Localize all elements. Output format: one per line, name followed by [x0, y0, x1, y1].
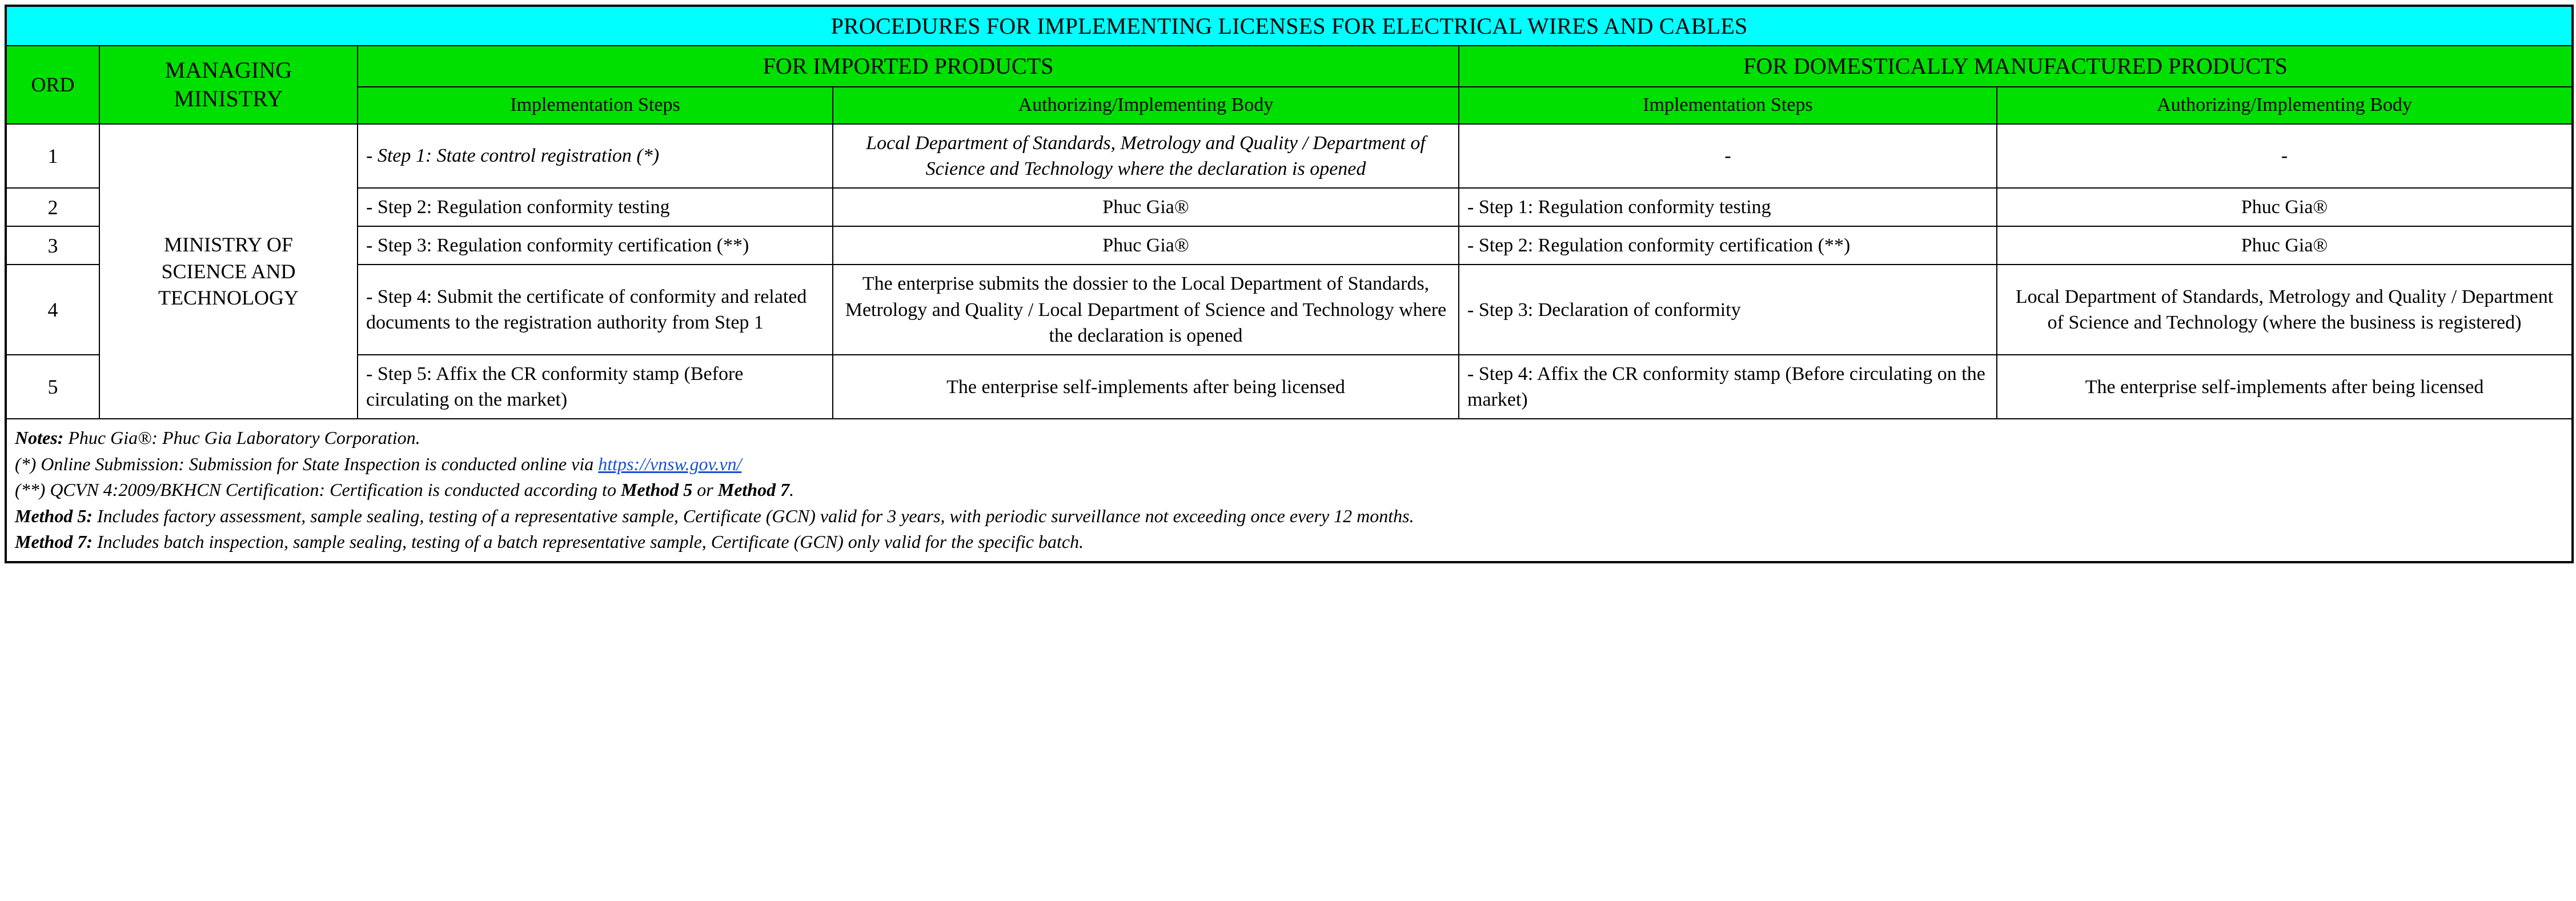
- ministry-line-3: TECHNOLOGY: [158, 286, 299, 310]
- notes-line-3: [15, 477, 2563, 503]
- imported-step-cell: - Step 4: Submit the certificate of conformity and related documents to the registration authority from Step 1: [358, 265, 833, 355]
- imported-step-cell: - Step 3: Regulation conformity certification (**): [358, 226, 833, 265]
- imported-step-cell: - Step 5: Affix the CR conformity stamp (Before circulating on the market): [358, 355, 833, 419]
- header-sub-row: [6, 87, 2573, 124]
- vnsw-portal-link[interactable]: https://vnsw.gov.vn/: [598, 453, 742, 474]
- method-7-label: Method 7:: [15, 531, 93, 552]
- notes-line-3-mid: or: [692, 479, 718, 500]
- column-header-ord: ORD: [6, 46, 99, 124]
- imported-body-cell: The enterprise submits the dossier to the Local Department of Standards, Metrology and Quality / Local Department of Science and Technology where the declaration is opened: [833, 265, 1459, 355]
- imported-body-cell: Phuc Gia®: [833, 188, 1459, 226]
- domestic-body-cell: Phuc Gia®: [1997, 188, 2573, 226]
- domestic-body-cell: Phuc Gia®: [1997, 226, 2573, 265]
- managing-ministry-line-1: MANAGING: [164, 57, 292, 83]
- table-row: [6, 226, 2573, 265]
- column-group-domestic-products: FOR DOMESTICALLY MANUFACTURED PRODUCTS: [1459, 46, 2573, 87]
- managing-ministry-cell: [99, 124, 358, 419]
- column-header-managing-ministry: [99, 46, 358, 124]
- notes-line-1: [15, 425, 2563, 451]
- domestic-body-cell: The enterprise self-implements after being licensed: [1997, 355, 2573, 419]
- notes-label: Notes:: [15, 427, 64, 449]
- domestic-step-cell: - Step 3: Declaration of conformity: [1459, 265, 1997, 355]
- domestic-body-cell: -: [1997, 124, 2573, 188]
- notes-line-4: [15, 503, 2563, 529]
- procedures-table: [5, 5, 2574, 563]
- row-ordinal: 2: [6, 188, 99, 226]
- row-ordinal: 1: [6, 124, 99, 188]
- notes-line-5: [15, 529, 2563, 555]
- header-group-row: [6, 46, 2573, 87]
- table-row: [6, 355, 2573, 419]
- title-row: [6, 6, 2573, 46]
- column-header-imported-body: Authorizing/Implementing Body: [833, 87, 1459, 124]
- imported-step-cell: - Step 1: State control registration (*): [358, 124, 833, 188]
- notes-block: [6, 419, 2573, 562]
- ministry-line-1: MINISTRY OF: [164, 233, 293, 256]
- imported-body-cell: The enterprise self-implements after being licensed: [833, 355, 1459, 419]
- domestic-step-cell: - Step 2: Regulation conformity certification (**): [1459, 226, 1997, 265]
- imported-step-cell: - Step 2: Regulation conformity testing: [358, 188, 833, 226]
- table-row: [6, 265, 2573, 355]
- row-ordinal: 3: [6, 226, 99, 265]
- notes-line-2: [15, 451, 2563, 477]
- imported-body-cell: Phuc Gia®: [833, 226, 1459, 265]
- notes-line-1-text: Phuc Gia®: Phuc Gia Laboratory Corporation.: [63, 427, 420, 449]
- method-7-text: Includes batch inspection, sample sealing, testing of a batch representative sample, Certificate (GCN) only valid for the specific batch.: [93, 531, 1084, 552]
- notes-row: [6, 419, 2573, 562]
- method-5-reference: Method 5: [620, 479, 693, 500]
- imported-body-cell: Local Department of Standards, Metrology and Quality / Department of Science and Technology where the declaration is opened: [833, 124, 1459, 188]
- column-header-domestic-steps: Implementation Steps: [1459, 87, 1997, 124]
- column-group-imported-products: FOR IMPORTED PRODUCTS: [358, 46, 1459, 87]
- method-5-label: Method 5:: [15, 505, 93, 526]
- method-5-text: Includes factory assessment, sample sealing, testing of a representative sample, Certificate (GCN) valid for 3 years, with periodic surveillance not exceeding once every 12 months.: [93, 505, 1414, 526]
- notes-line-2-prefix: (*) Online Submission: Submission for State Inspection is conducted online via: [15, 453, 599, 474]
- domestic-body-cell: Local Department of Standards, Metrology and Quality / Department of Science and Technology (where the business is registered): [1997, 265, 2573, 355]
- ministry-line-2: SCIENCE AND: [161, 259, 296, 283]
- method-7-reference: Method 7: [717, 479, 790, 500]
- table-row: [6, 124, 2573, 188]
- domestic-step-cell: - Step 1: Regulation conformity testing: [1459, 188, 1997, 226]
- row-ordinal: 5: [6, 355, 99, 419]
- managing-ministry-line-2: MINISTRY: [174, 86, 283, 112]
- row-ordinal: 4: [6, 265, 99, 355]
- column-header-domestic-body: Authorizing/Implementing Body: [1997, 87, 2573, 124]
- domestic-step-cell: - Step 4: Affix the CR conformity stamp (Before circulating on the market): [1459, 355, 1997, 419]
- document-title: PROCEDURES FOR IMPLEMENTING LICENSES FOR ELECTRICAL WIRES AND CABLES: [6, 6, 2573, 46]
- column-header-imported-steps: Implementation Steps: [358, 87, 833, 124]
- notes-line-3-prefix: (**) QCVN 4:2009/BKHCN Certification: Certification is conducted according to: [15, 479, 621, 500]
- domestic-step-cell: -: [1459, 124, 1997, 188]
- table-row: [6, 188, 2573, 226]
- notes-line-3-suffix: .: [789, 479, 795, 500]
